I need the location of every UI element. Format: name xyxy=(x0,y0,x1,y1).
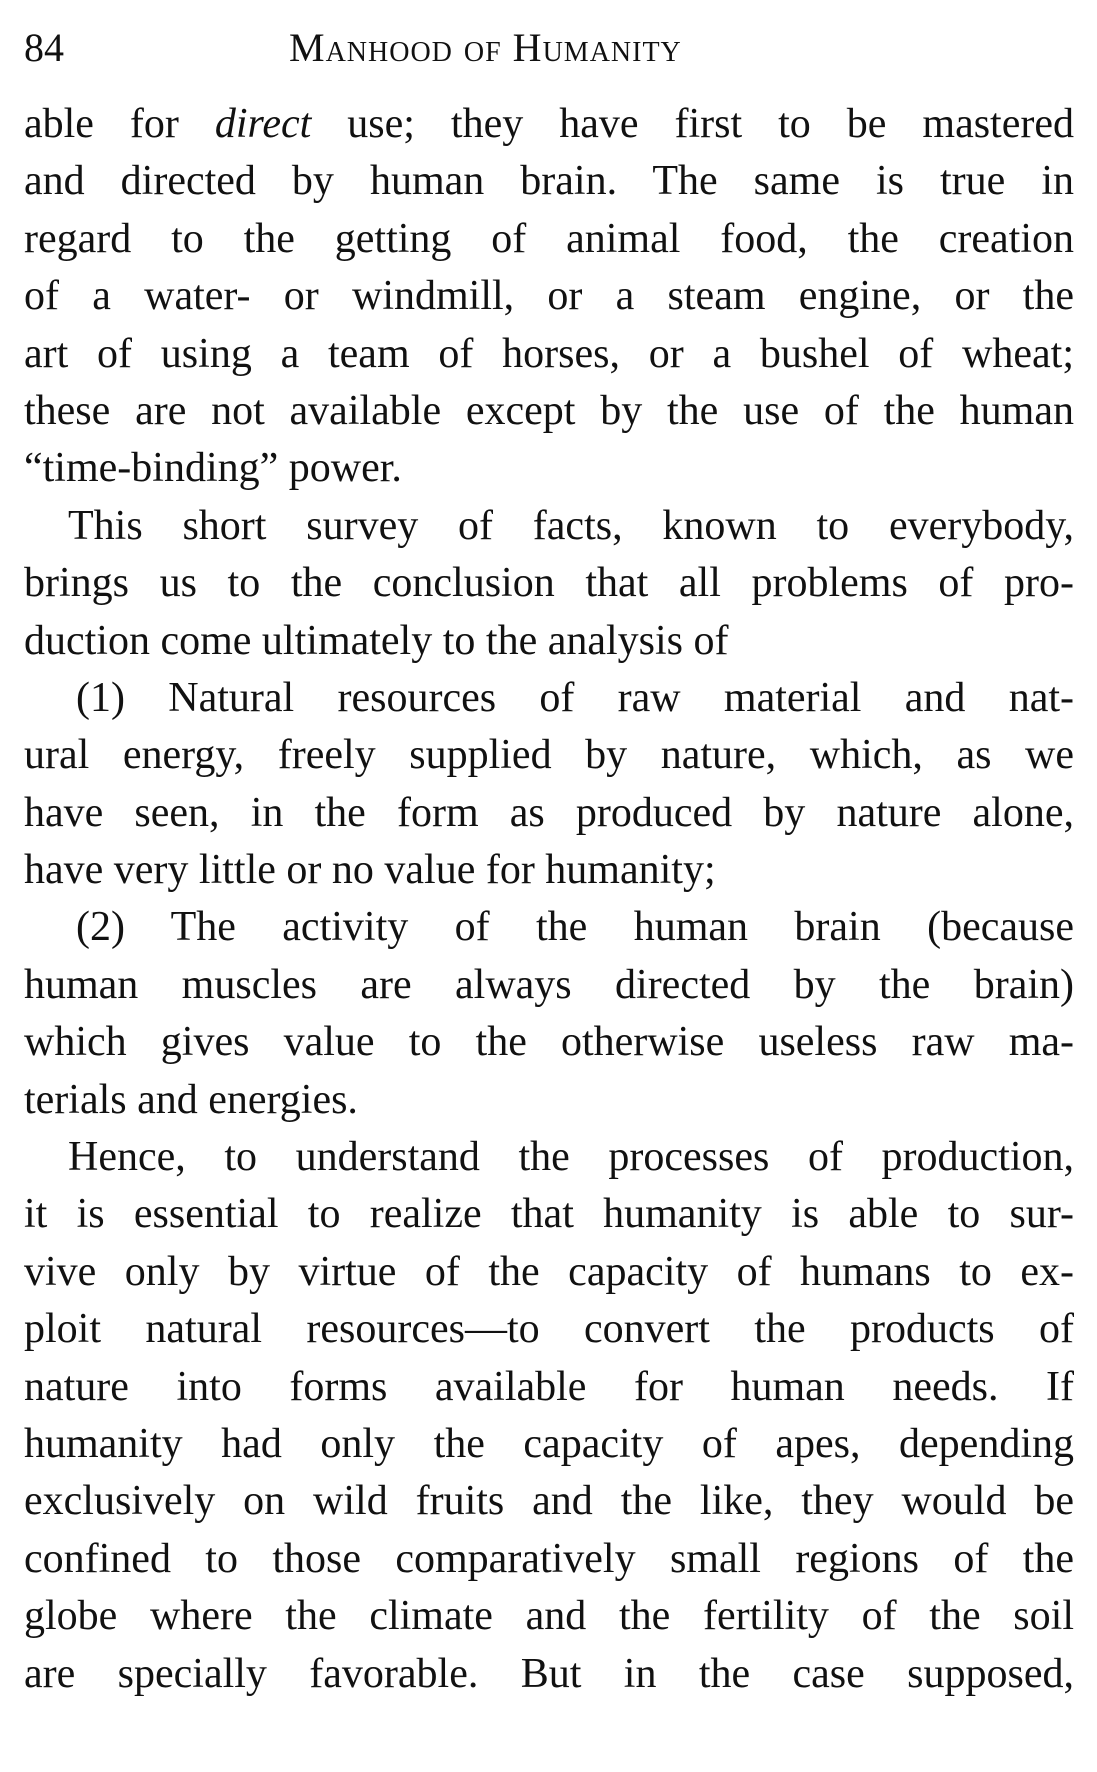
text-line: humanity had only the capacity of apes, depending xyxy=(24,1420,1074,1467)
text-line: regard to the getting of animal food, the creation xyxy=(24,215,1074,262)
text-line xyxy=(24,96,1074,153)
text-line: duction come ultimately to the analysis of xyxy=(24,617,729,664)
text-line: have very little or no value for humanity; xyxy=(24,847,716,894)
text-line: terials and energies. xyxy=(24,1076,358,1123)
text-line: nature into forms available for human needs. If xyxy=(24,1363,1074,1410)
text-line: ploit natural resources—to convert the products of xyxy=(24,1306,1074,1353)
text-line: art of using a team of horses, or a bushel of wheat; xyxy=(24,330,1074,377)
text-line: confined to those comparatively small regions of the xyxy=(24,1535,1074,1582)
text-line: have seen, in the form as produced by nature alone, xyxy=(24,789,1074,836)
text-line: are specially favorable. But in the case supposed, xyxy=(24,1650,1074,1697)
text-line: ural energy, freely supplied by nature, which, as we xyxy=(24,732,1074,779)
text-line: This short survey of facts, known to everybody, xyxy=(68,502,1074,549)
page-number: 84 xyxy=(24,25,64,70)
text-line: of a water- or windmill, or a steam engine, or the xyxy=(24,273,1074,320)
text-line: brings us to the conclusion that all problems of pro- xyxy=(24,560,1074,607)
text-line: exclusively on wild fruits and the like, they would be xyxy=(24,1478,1074,1525)
text-line: and directed by human brain. The same is true in xyxy=(24,158,1074,205)
page-header xyxy=(24,18,1044,78)
text-line: which gives value to the otherwise useless raw ma- xyxy=(24,1019,1074,1066)
running-title: Manhood of Humanity xyxy=(289,25,682,70)
text-line: it is essential to realize that humanity is able to sur- xyxy=(24,1191,1074,1238)
emphasized-word: direct xyxy=(214,101,312,147)
text-line: these are not available except by the use of the human xyxy=(24,387,1074,434)
text-line: “time-binding” power. xyxy=(24,445,402,492)
text-line: (2) The activity of the human brain (because xyxy=(76,904,1074,951)
text-line: Hence, to understand the processes of production, xyxy=(68,1134,1074,1181)
text-line: vive only by virtue of the capacity of humans to ex- xyxy=(24,1248,1074,1295)
text-line: human muscles are always directed by the brain) xyxy=(24,961,1074,1008)
text-line: globe where the climate and the fertility of the soil xyxy=(24,1593,1074,1640)
text-segment: use; they have first to be mastered xyxy=(311,101,1074,147)
text-line: (1) Natural resources of raw material and nat- xyxy=(76,674,1074,721)
text-segment: able for xyxy=(24,101,215,147)
body-text xyxy=(24,96,1074,1703)
